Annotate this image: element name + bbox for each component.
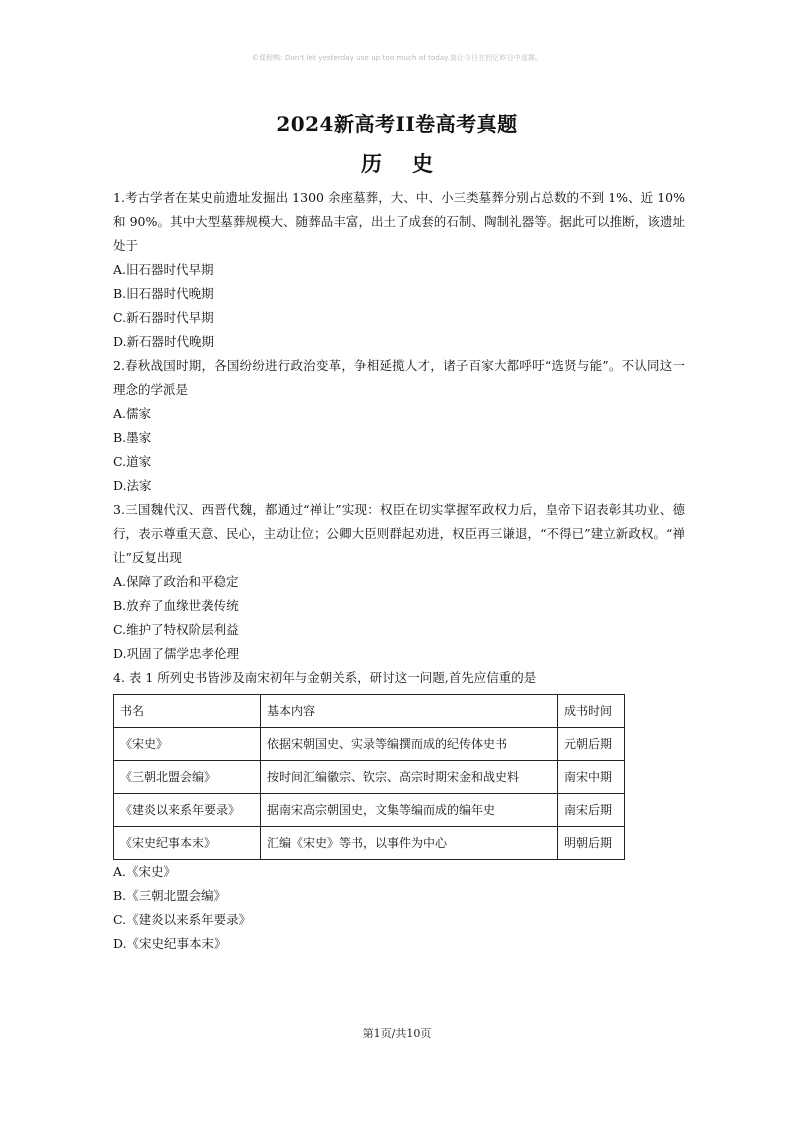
question-1-option-a: A.旧石器时代早期 <box>113 262 214 277</box>
table-cell: 元朝后期 <box>558 728 625 761</box>
question-1-stem: 1.考古学者在某史前遗址发掘出 1300 余座墓葬，大、中、小三类墓葬分别占总数的不到 1%、近 10%和 90%。其中大型墓葬规模大、随葬品丰富，出土了成套的石制、陶制礼器等。据此可以推断，该遗址处于 <box>113 190 685 253</box>
table-row <box>114 761 625 794</box>
question-1-option-b: B.旧石器时代晚期 <box>113 286 214 301</box>
question-4-option-d: D.《宋史纪事本末》 <box>113 936 227 951</box>
question-3-option-b: B.放弃了血缘世袭传统 <box>113 598 239 613</box>
table-cell: 据南宋高宗朝国史，文集等编而成的编年史 <box>261 794 558 827</box>
question-4-option-a: A.《宋史》 <box>113 864 177 879</box>
question-2-option-c: C.道家 <box>113 454 152 469</box>
history-books-table <box>113 694 625 860</box>
question-3-stem: 3.三国魏代汉、西晋代魏，都通过“禅让”实现：权臣在切实掌握军政权力后，皇帝下诏表彰其功业、德行，表示尊重天意、民心，主动让位；公卿大臣则群起劝进，权臣再三谦退，“不得已”建立新政权。“禅让”反复出现 <box>113 502 685 565</box>
table-row <box>114 827 625 860</box>
table-cell: 《宋史纪事本末》 <box>114 827 261 860</box>
table-row <box>114 728 625 761</box>
question-4-stem: 4. 表 1 所列史书皆涉及南宋初年与金朝关系，研讨这一问题,首先应信重的是 <box>113 670 537 685</box>
table-header-cell: 成书时间 <box>558 695 625 728</box>
table-cell: 南宋中期 <box>558 761 625 794</box>
table-cell: 明朝后期 <box>558 827 625 860</box>
table-header-row <box>114 695 625 728</box>
question-3-option-d: D.巩固了儒学忠孝伦理 <box>113 646 240 661</box>
table-header-cell: 基本内容 <box>261 695 558 728</box>
table-cell: 汇编《宋史》等书，以事件为中心 <box>261 827 558 860</box>
question-4-option-b: B.《三朝北盟会编》 <box>113 888 227 903</box>
watermark: ©课程鸭: Don't let yesterday use up too much of today.莫让今日在回忆昨日中虚掷。 <box>251 54 543 62</box>
table-cell: 《宋史》 <box>114 728 261 761</box>
page-title: 2024新高考II卷高考真题 <box>276 112 518 136</box>
question-1-option-d: D.新石器时代晚期 <box>113 334 215 349</box>
table-row <box>114 794 625 827</box>
page-footer: 第1页/共10页 <box>362 1027 432 1040</box>
question-2-option-b: B.墨家 <box>113 430 152 445</box>
subject-title: 历史 <box>361 151 463 176</box>
question-2-option-d: D.法家 <box>113 478 152 493</box>
table-cell: 《三朝北盟会编》 <box>114 761 261 794</box>
question-content <box>113 186 685 956</box>
table-cell: 《建炎以来系年要录》 <box>114 794 261 827</box>
table-cell: 按时间汇编徽宗、钦宗、高宗时期宋金和战史料 <box>261 761 558 794</box>
question-3-option-c: C.维护了特权阶层利益 <box>113 622 239 637</box>
table-cell: 南宋后期 <box>558 794 625 827</box>
question-4-option-c: C.《建炎以来系年要录》 <box>113 912 252 927</box>
question-3-option-a: A.保障了政治和平稳定 <box>113 574 239 589</box>
question-2-stem: 2.春秋战国时期，各国纷纷进行政治变革，争相延揽人才，诸子百家大都呼吁“选贤与能”。不认同这一理念的学派是 <box>113 358 685 397</box>
question-1-option-c: C.新石器时代早期 <box>113 310 214 325</box>
question-2-option-a: A.儒家 <box>113 406 152 421</box>
table-cell: 依据宋朝国史、实录等编撰而成的纪传体史书 <box>261 728 558 761</box>
table-header-cell: 书名 <box>114 695 261 728</box>
